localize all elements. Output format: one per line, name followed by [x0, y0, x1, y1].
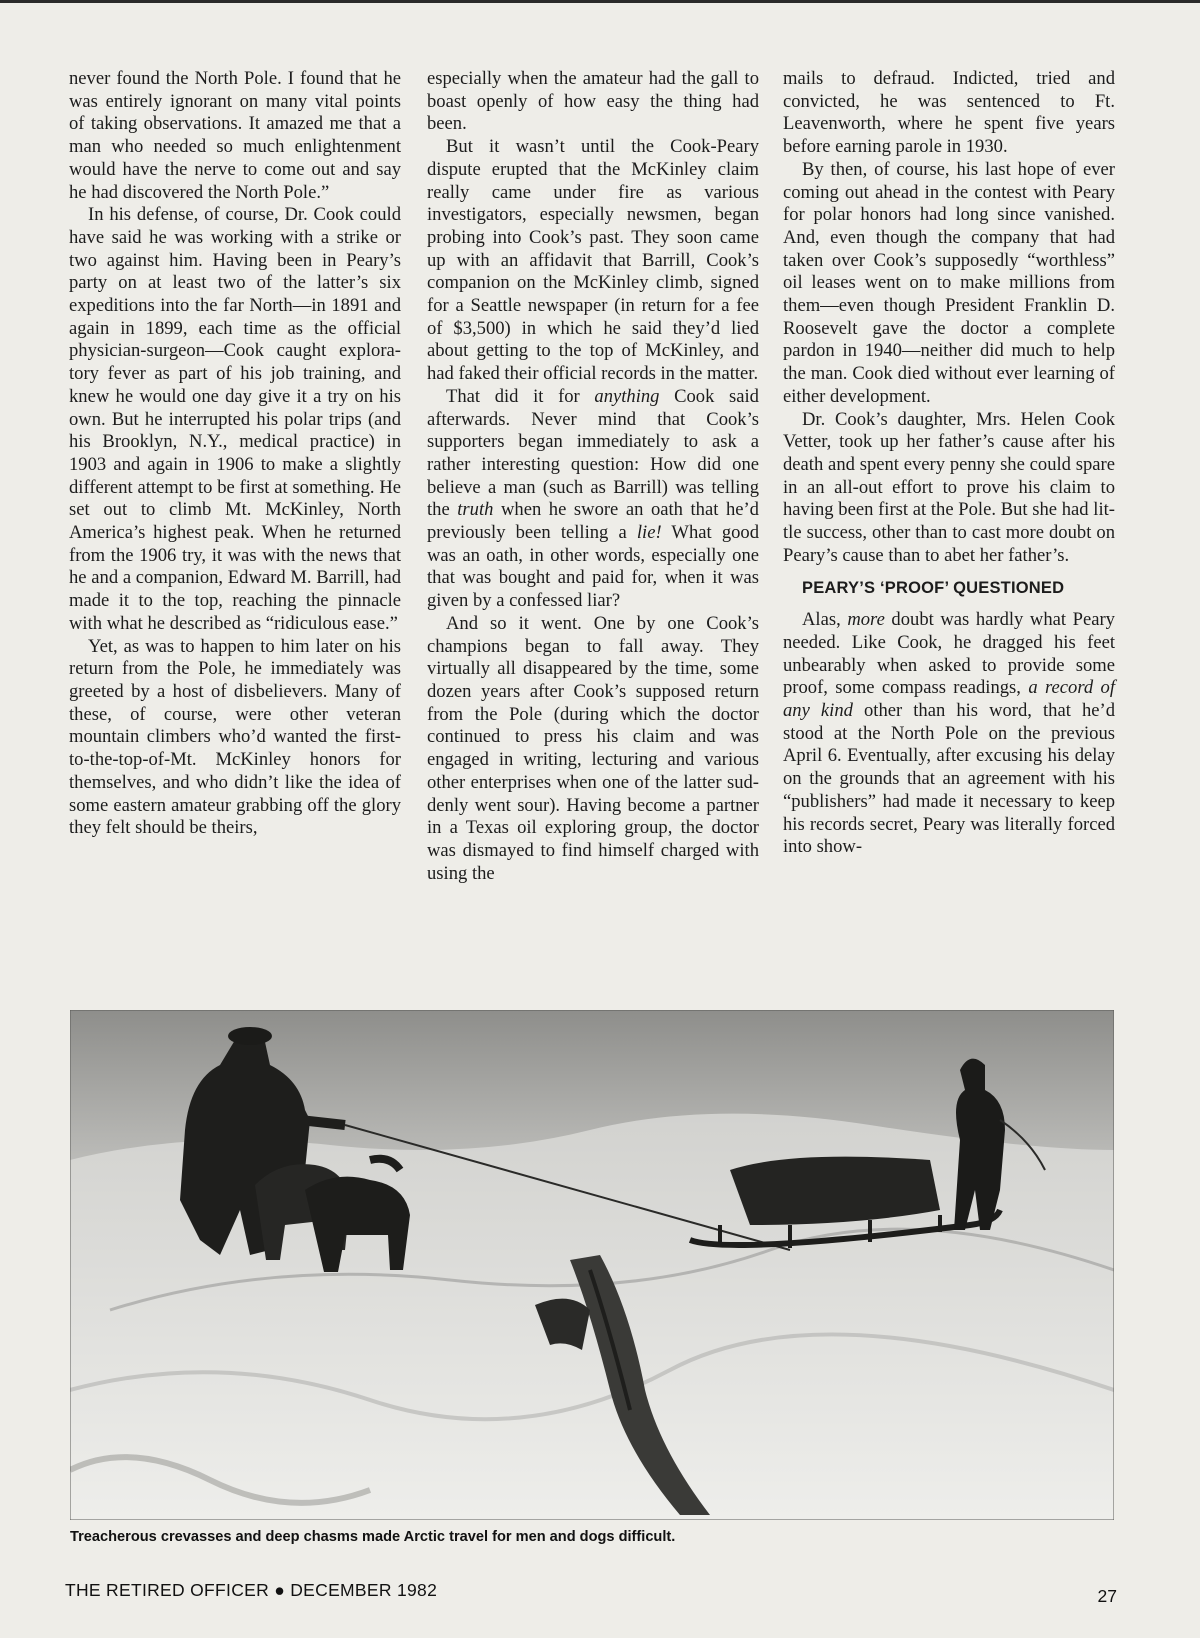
text-run: when he swore an oath that he’d previously been telling a — [427, 499, 759, 544]
emphasis: a record of any kind — [783, 677, 1115, 721]
text-run: Alas, — [802, 609, 848, 631]
text-run: What good was an oath, in other words, especially one that was bought and paid for, when it was given by a confessed liar? — [427, 522, 760, 612]
photo-illustration — [70, 1010, 1114, 1520]
paragraph: And so it went. One by one Cook’s champions began to fall away. They virtually all disappeared by the time, some dozen years after Cook’s supposed return from the Pole (during which the doctor continued to press his claim and was engaged in writing, lecturing and various other enterprises when one of the latter suddenly went sour). Having become a partner in a Texas oil exploring group, the doctor was dismayed to find himself charged with using the — [427, 612, 759, 884]
page-number: 27 — [1097, 1586, 1117, 1606]
emphasis: more — [847, 609, 885, 631]
paragraph: especially when the amateur had the gall to boast openly of how easy the thing had been. — [427, 68, 759, 135]
text-column-2 — [427, 68, 759, 885]
emphasis: anything — [594, 385, 660, 407]
paragraph: By then, of course, his last hope of ever coming out ahead in the contest with Peary for polar honors had long since vanished. And, even though the company that had taken over Cook’s supposedly “worthless” oil leases went on to make millions from them—even though President Franklin D. Roosevelt gave the doctor a complete pardon in 1940—neither did much to help the man. Cook died without ever learning of either development. — [783, 158, 1115, 407]
paragraph — [427, 386, 759, 613]
text-run: doubt was hardly what Peary needed. Like Cook, he dragged his feet unbearably when asked to provide some proof, some compass readings, — [783, 609, 1115, 699]
text-run: other than his word, that he’d stood at the North Pole on the previous April 6. Eventually, after excusing his delay on the grounds that an agreement with his “publishers” had made it necessary to keep his records secret, Peary was literally forced into show- — [783, 699, 1115, 858]
photo-caption: Treacherous crevasses and deep chasms made Arctic travel for men and dogs difficult. — [70, 1529, 676, 1545]
paragraph: Dr. Cook’s daughter, Mrs. Helen Cook Vetter, took up her father’s cause after his death and spent every penny she could spare in an all-out effort to prove his claim to having been first at the Pole. But she had little success, other than to cast more doubt on Peary’s cause than to abet her father’s. — [783, 408, 1115, 566]
text-run: Cook said afterwards. Never mind that Cook’s supporters began immediately to ask a rather interesting question: How did one believe a man (such as Barrill) was telling the — [427, 385, 759, 521]
paragraph: But it wasn’t until the Cook-Peary dispute erupted that the McKinley claim really came under fire as various investigators, especially newsmen, began probing into Cook’s past. They soon came up with an affidavit that Barrill, Cook’s companion on the McKinley climb, signed for a Seattle newspaper (in return for a fee of $3,500) in which he said they’d lied about getting to the top of McKinley, and had faked their official records in the matter. — [427, 136, 759, 385]
text-column-3 — [783, 68, 1115, 859]
top-rule — [0, 0, 1200, 3]
text-column-1 — [69, 68, 401, 840]
paragraph: never found the North Pole. I found that he was entirely ignorant on many vital points of taking observations. It amazed me that a man who needed so much enlightenment would have the nerve to come out and say he had discovered the North Pole.” — [69, 68, 401, 203]
emphasis: truth — [457, 499, 494, 521]
sled-load — [730, 1157, 940, 1225]
text-run: That did it for — [446, 385, 595, 407]
emphasis: lie! — [636, 522, 662, 544]
paragraph: In his defense, of course, Dr. Cook could have said he was working with a strike or two against him. Having been in Peary’s party on at least two of the latter’s six expeditions into the far North—in 1891 and again in 1899, each time as the official physician-surgeon—Cook caught exploratory fever as part of his job training, and knew he would one day give it a try on his own. But he interrupted his polar trips (and his Brooklyn, N.Y., medical practice) in 1903 and again in 1906 to make a slightly different attempt to be first at something. He set out to climb Mt. McKinley, North America’s highest peak. When he returned from the 1906 try, it was with the news that he and a companion, Edward M. Barrill, had made it to the top, reaching the pinnacle with what he described as “ridiculous ease.” — [69, 204, 401, 634]
arctic-sled-photo — [70, 1010, 1114, 1520]
publication-line: THE RETIRED OFFICER ● DECEMBER 1982 — [65, 1580, 438, 1600]
paragraph: mails to defraud. Indicted, tried and convicted, he was sentenced to Ft. Leavenworth, where he spent five years before earning parole in 1930. — [783, 68, 1115, 158]
paragraph — [783, 609, 1115, 859]
section-heading: PEARY’S ‘PROOF’ QUESTIONED — [802, 579, 1065, 598]
paragraph: Yet, as was to happen to him later on his return from the Pole, he immediately was greeted by a host of disbelievers. Many of these, of course, were other veteran mountain climbers who’d wanted the first-to-the-top-of-Mt. McKinley honors for themselves, and who didn’t like the idea of some eastern amateur grabbing off the glory they felt should be theirs, — [69, 635, 401, 839]
